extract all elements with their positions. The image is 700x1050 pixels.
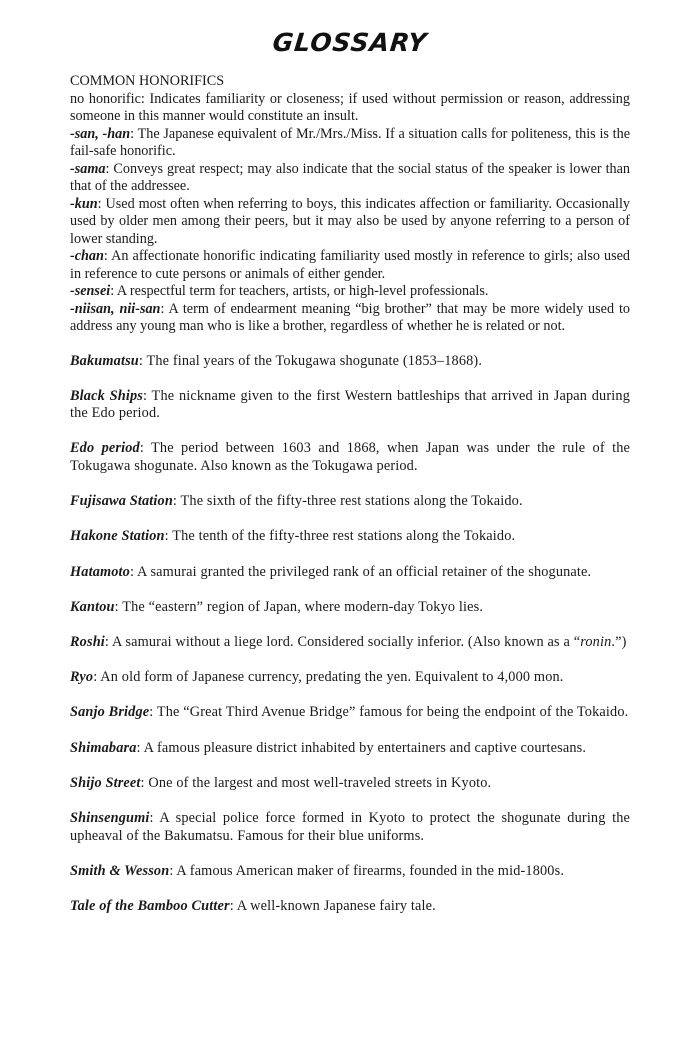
honorific-term: -chan: [70, 248, 104, 264]
glossary-entry-shinsengumi: [70, 810, 630, 845]
glossary-entry-shijo-street: [70, 775, 630, 793]
entry-term: Kantou: [70, 598, 115, 615]
entry-term: Shimabara: [70, 739, 137, 756]
honorifics-section: [70, 73, 630, 336]
entry-definition: : The sixth of the fifty-three rest stations along the Tokaido.: [172, 493, 523, 510]
honorific-definition: : An affectionate honorific indicating familiarity used mostly in reference to girls; also used in reference to cute persons or animals of either gender.: [70, 248, 630, 282]
honorific-definition: : A term of endearment meaning “big brother” that may be more widely used to address any young man who is like a brother, regardless of whether he is related or not.: [70, 300, 630, 334]
entry-definition: : The “Great Third Avenue Bridge” famous for being the endpoint of the Tokaido.: [149, 704, 629, 721]
honorific-term: -kun: [70, 195, 98, 212]
honorific-term: no honorific: [70, 90, 141, 107]
entry-definition: : The period between 1603 and 1868, when Japan was under the rule of the Tokugawa shogunate. Also known as the Tokugawa period.: [70, 440, 631, 475]
entry-term: Black Ships: [70, 387, 143, 404]
entry-term: Fujisawa Station: [70, 493, 173, 510]
glossary-entry-smith-wesson: [70, 863, 630, 881]
honorific-item: [70, 301, 630, 336]
entry-definition-tail: .”): [611, 634, 627, 650]
glossary-entry-hatamoto: [70, 564, 630, 582]
honorific-definition: : Used most often when referring to boys, this indicates affection or familiarity. Occasionally used by older men among their peers, but it may also be used by anyone referring to a person of lower standing.: [70, 195, 630, 247]
entry-term: Sanjo Bridge: [70, 704, 150, 721]
entry-definition: : The final years of the Tokugawa shogunate (1853–1868).: [138, 352, 483, 369]
glossary-entry-edo-period: [70, 440, 630, 475]
entry-term: Shijo Street: [70, 774, 141, 791]
honorific-definition: : The Japanese equivalent of Mr./Mrs./Miss. If a situation calls for politeness, this is the fail-safe honorific.: [70, 125, 630, 159]
honorific-term: -san, -han: [70, 125, 131, 142]
entry-definition: : A samurai granted the privileged rank of an official retainer of the shogunate.: [129, 563, 592, 580]
honorific-item: [70, 126, 630, 161]
honorific-item: [70, 91, 630, 126]
entry-definition: : One of the largest and most well-traveled streets in Kyoto.: [140, 774, 492, 791]
entry-definition: : A well-known Japanese fairy tale.: [229, 897, 436, 914]
honorific-item: [70, 161, 630, 196]
entry-definition: : An old form of Japanese currency, predating the yen. Equivalent to 4,000 mon.: [93, 669, 564, 686]
entry-definition: : A special police force formed in Kyoto to protect the shogunate during the upheaval of the Bakumatsu. Famous for their blue uniforms.: [70, 809, 630, 844]
entry-definition-italic: ronin: [580, 634, 612, 650]
entry-term: Smith & Wesson: [70, 862, 170, 879]
honorific-definition: : Conveys great respect; may also indicate that the social status of the speaker is lower than that of the addressee.: [70, 160, 630, 194]
page-title: GLOSSARY: [271, 28, 429, 57]
glossary-entry-hakone-station: [70, 528, 630, 546]
honorific-definition: : Indicates familiarity or closeness; if used without permission or reason, addressing someone in this manner would constitute an insult.: [70, 90, 630, 124]
entry-definition: : A famous American maker of firearms, founded in the mid-1800s.: [169, 862, 565, 879]
entry-definition: : The “eastern” region of Japan, where modern-day Tokyo lies.: [114, 598, 484, 615]
honorific-term: -niisan, nii-san: [70, 300, 161, 317]
entry-term: Hakone Station: [70, 528, 165, 545]
entry-term: Edo period: [70, 440, 140, 457]
entry-term: Hatamoto: [70, 563, 130, 580]
glossary-entry-bamboo-cutter: [70, 898, 630, 916]
glossary-entry-roshi: [70, 634, 630, 652]
glossary-entries: [70, 353, 630, 916]
entry-definition: : A samurai without a liege lord. Considered socially inferior. (Also known as a “: [104, 634, 581, 650]
glossary-entry-ryo: [70, 669, 630, 687]
glossary-content: [70, 73, 630, 933]
honorific-definition: : A respectful term for teachers, artists, or high-level professionals.: [110, 283, 489, 299]
honorific-item: [70, 196, 630, 249]
entry-term: Tale of the Bamboo Cutter: [70, 897, 230, 914]
entry-term: Ryo: [70, 669, 94, 686]
glossary-entry-shimabara: [70, 740, 630, 758]
entry-definition: : A famous pleasure district inhabited by entertainers and captive courtesans.: [136, 739, 587, 756]
honorifics-heading: COMMON HONORIFICS: [70, 73, 225, 89]
honorific-term: -sensei: [70, 283, 111, 299]
glossary-entry-fujisawa-station: [70, 493, 630, 511]
glossary-entry-bakumatsu: [70, 353, 630, 371]
glossary-entry-sanjo-bridge: [70, 704, 630, 722]
entry-term: Shinsengumi: [70, 809, 150, 826]
glossary-entry-black-ships: [70, 388, 630, 423]
honorific-item: [70, 283, 630, 301]
entry-definition: : The nickname given to the first Western battleships that arrived in Japan during the Edo period.: [70, 387, 630, 422]
honorific-item: [70, 248, 630, 283]
honorific-term: -sama: [70, 160, 106, 177]
entry-definition: : The tenth of the fifty-three rest stations along the Tokaido.: [164, 528, 516, 545]
entry-term: Roshi: [70, 634, 105, 650]
glossary-entry-kantou: [70, 599, 630, 617]
entry-term: Bakumatsu: [70, 352, 139, 369]
